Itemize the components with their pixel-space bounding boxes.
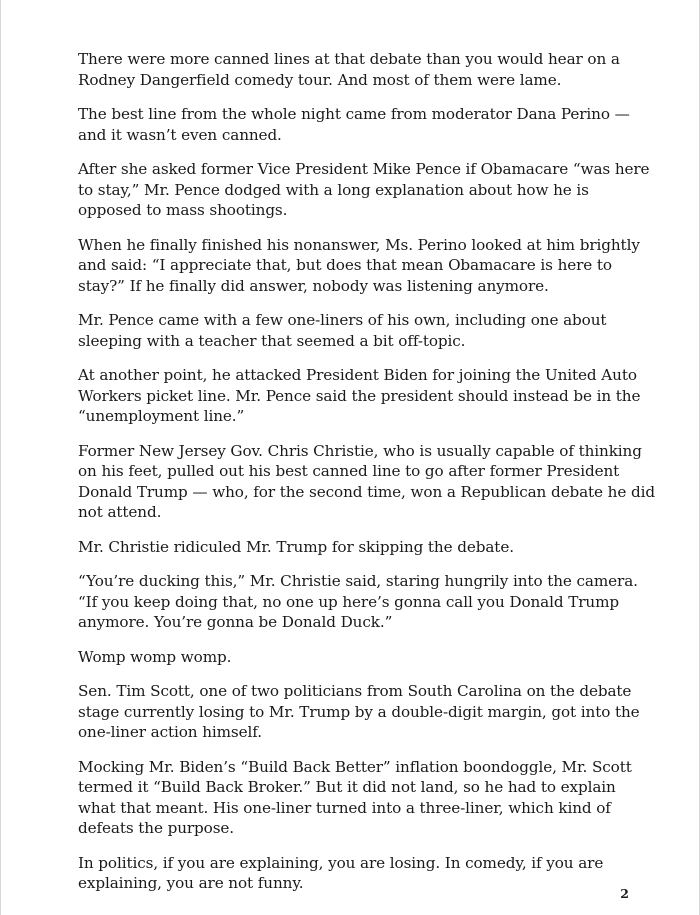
- paragraph-2: The best line from the whole night came from moderator Dana Perino — and it wasn’t even canned.: [78, 105, 630, 144]
- paragraph-9: “You’re ducking this,” Mr. Christie said, staring hungrily into the camera. “If you keep doing that, no one up here’s gonna call you Donald Trump anymore. You’re gonna be Donald Duck.”: [78, 572, 638, 631]
- paragraph-5: Mr. Pence came with a few one-liners of his own, including one about sleeping with a teacher that seemed a bit off-topic.: [78, 311, 607, 350]
- paragraph-8: Mr. Christie ridiculed Mr. Trump for skipping the debate.: [78, 537, 514, 556]
- paragraph-3: After she asked former Vice President Mike Pence if Obamacare “was here to stay,” Mr. Pence dodged with a long explanation about how he is opposed to mass shootings.: [78, 160, 650, 219]
- paragraph-7: Former New Jersey Gov. Chris Christie, who is usually capable of thinking on his feet, pulled out his best canned line to go after former President Donald Trump — who, for the second time, won a Republican debate he did not attend.: [78, 441, 655, 521]
- paragraph-6: At another point, he attacked President Biden for joining the United Auto Workers picket line. Mr. Pence said the president should instead be in the “unemployment line.”: [78, 366, 641, 425]
- paragraph-4: When he finally finished his nonanswer, Ms. Perino looked at him brightly and said: “I appreciate that, but does that mean Obamacare is here to stay?” If he finally did answer, nobody was listening anymore.: [78, 235, 640, 295]
- paragraph-10: Womp womp womp.: [78, 647, 232, 666]
- paragraph-1: There were more canned lines at that debate than you would hear on a Rodney Dangerfield comedy tour. And most of them were lame.: [78, 50, 620, 89]
- paragraph-11: Sen. Tim Scott, one of two politicians from South Carolina on the debate stage currently losing to Mr. Trump by a double-digit margin, got into the one-liner action himself.: [78, 682, 640, 741]
- paragraph-13: In politics, if you are explaining, you are losing. In comedy, if you are explaining, you are not funny.: [78, 853, 604, 892]
- paragraph-12: Mocking Mr. Biden’s “Build Back Better” inflation boondoggle, Mr. Scott termed it “Build Back Broker.” But it did not land, so he had to explain what that meant. His one-liner turned into a three-liner, which kind of defeats the purpose.: [78, 757, 632, 837]
- document-body: [78, 49, 656, 908]
- page-number: 2: [620, 886, 629, 901]
